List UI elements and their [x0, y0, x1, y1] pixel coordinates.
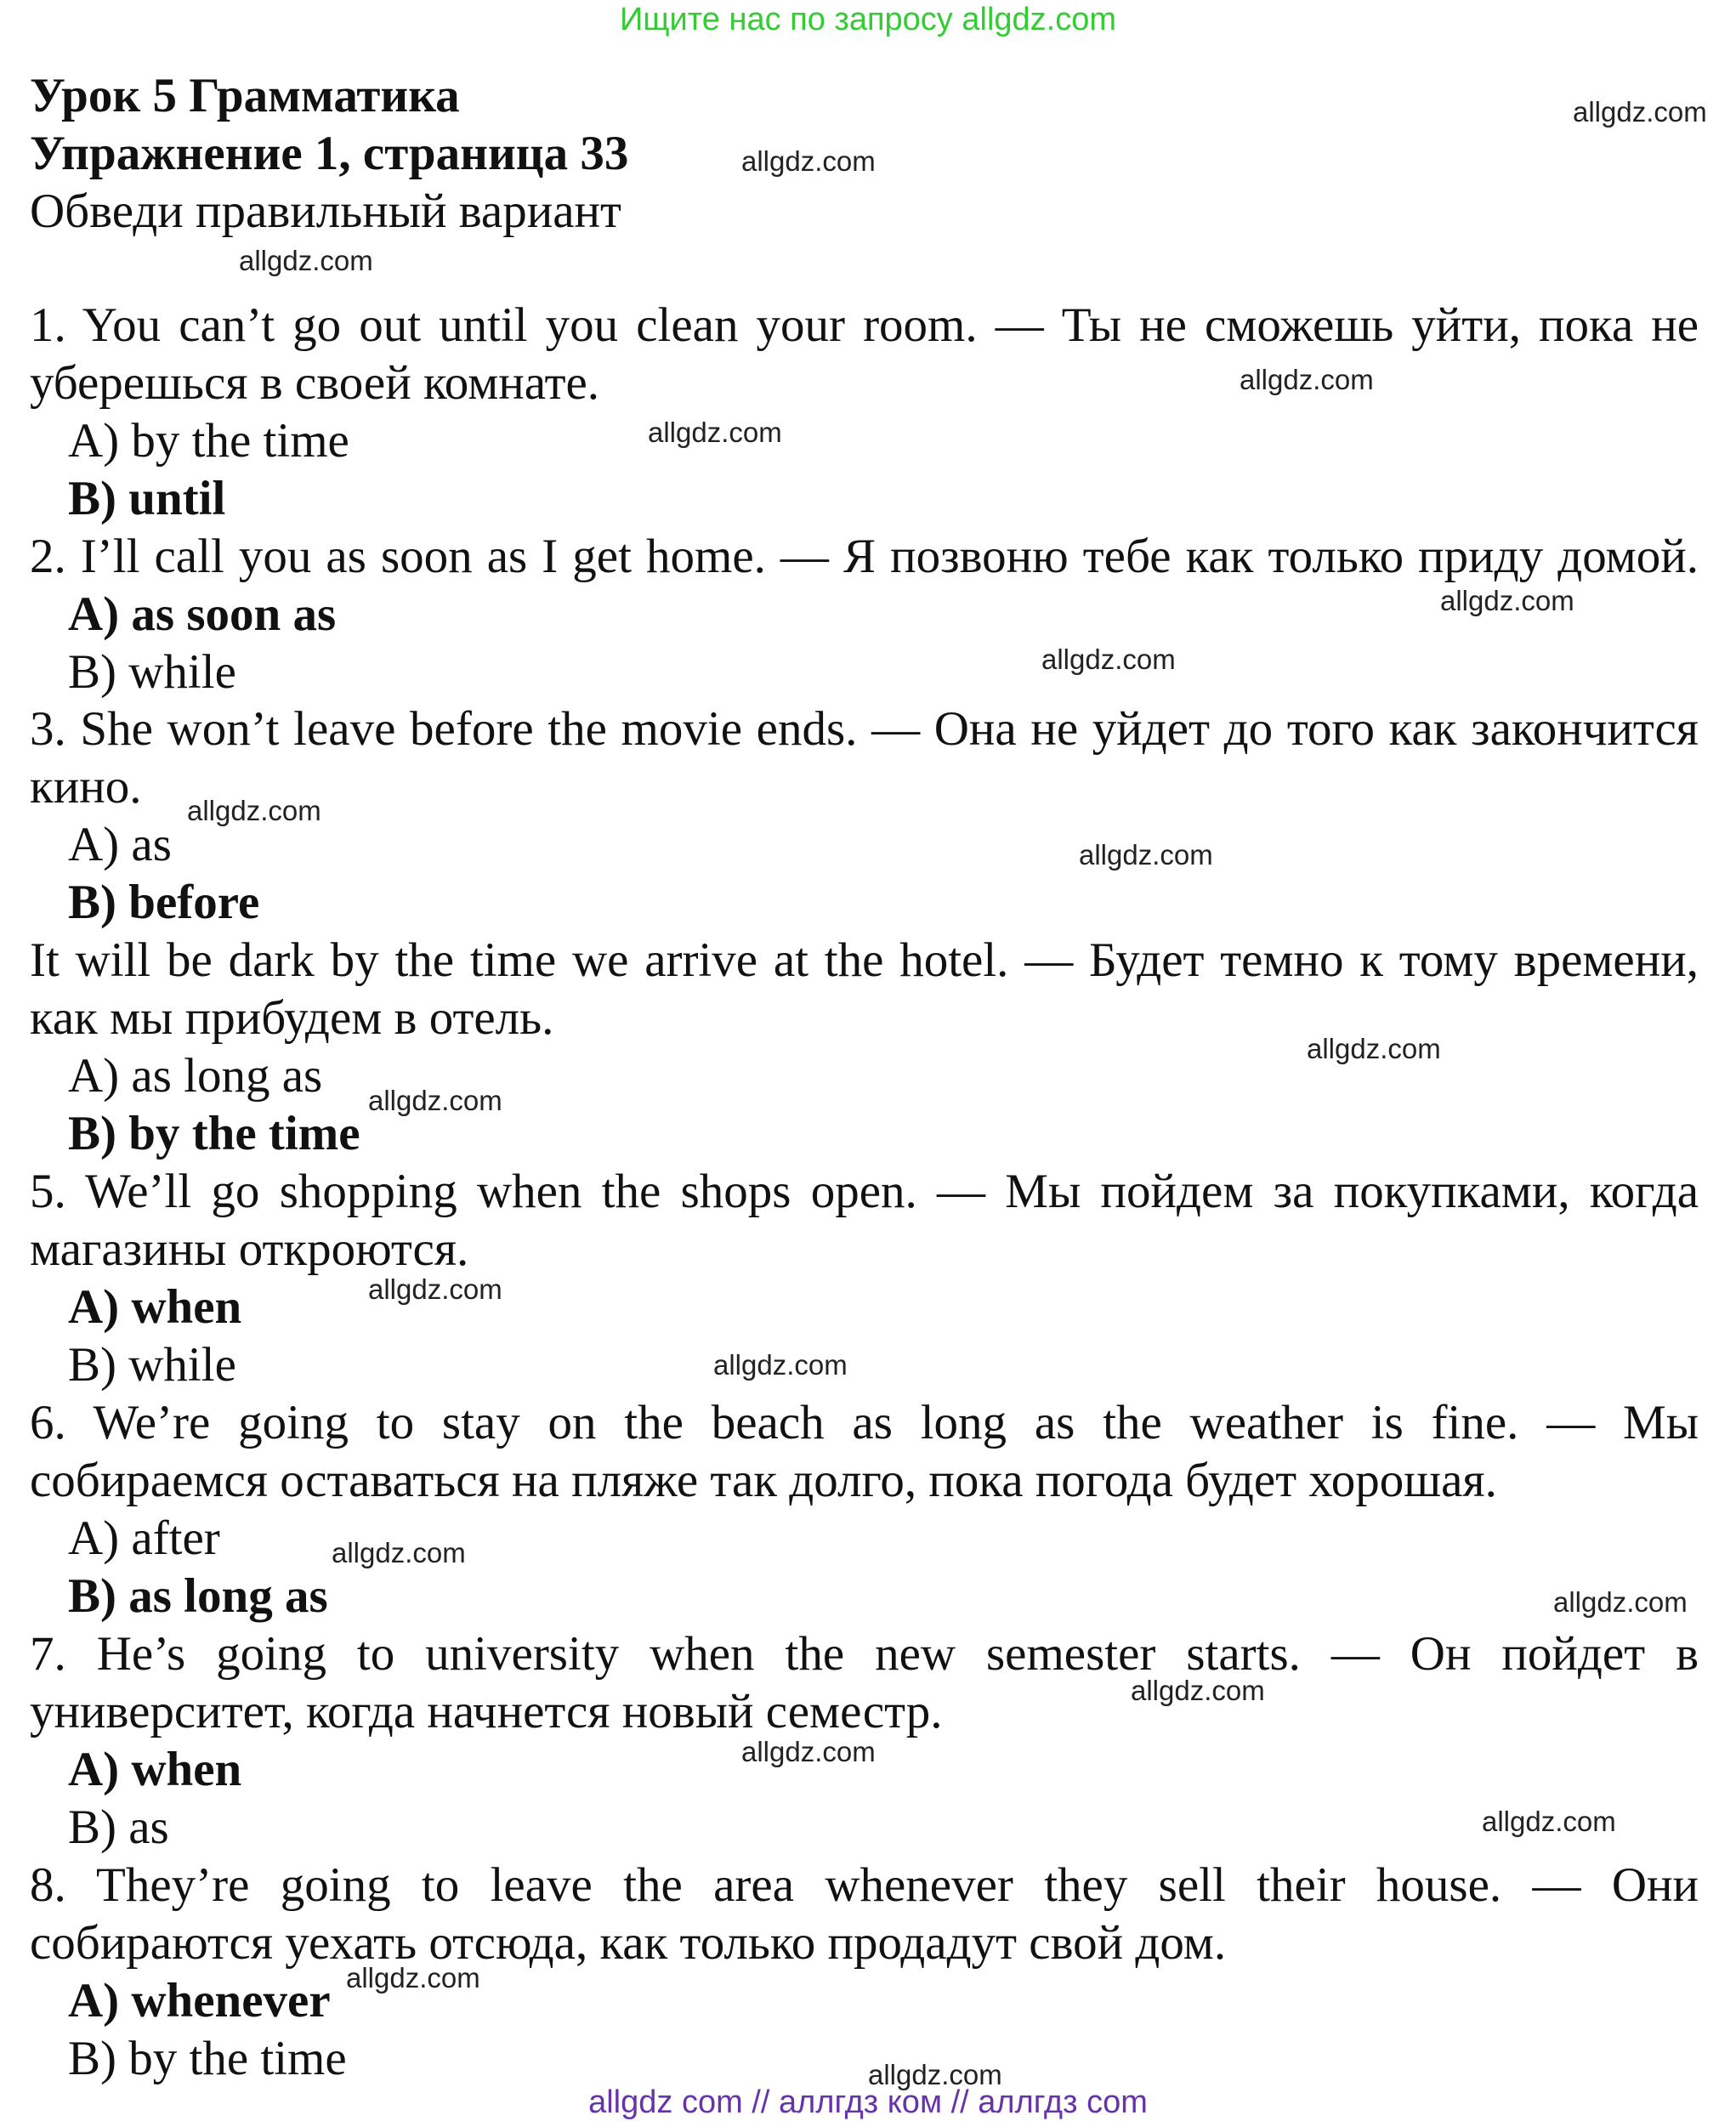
item-5-option-a: A) when: [68, 1280, 242, 1334]
watermark: allgdz.com: [1240, 364, 1374, 395]
item-8-line-1: 8. They’re going to leave the area whenever they sell their house. — Они: [30, 1858, 1699, 1912]
item-6-option-a: A) after: [68, 1511, 220, 1565]
item-4-line-1: It will be dark by the time we arrive at the hotel. — Будет темно к тому времени,: [30, 933, 1699, 987]
watermark: allgdz.com: [187, 795, 321, 826]
item-3-line-2: кино.: [30, 760, 142, 814]
item-7-line-1: 7. He’s going to university when the new semester starts. — Он пойдет в: [30, 1627, 1699, 1681]
watermark: allgdz.com: [1440, 585, 1574, 616]
watermark: allgdz.com: [1482, 1806, 1616, 1837]
item-7-line-2: университет, когда начнется новый семестр.: [30, 1685, 943, 1738]
watermark: allgdz.com: [741, 145, 876, 177]
item-6-option-b: B) as long as: [68, 1569, 328, 1623]
item-4-option-b: B) by the time: [68, 1107, 360, 1160]
item-2-line-1: 2. I’ll call you as soon as I get home. — Я позвоню тебе как только приду домой.: [30, 530, 1699, 583]
watermark: allgdz.com: [239, 245, 373, 276]
instruction: Обведи правильный вариант: [30, 184, 621, 238]
watermark: allgdz.com: [1307, 1033, 1441, 1064]
item-2-option-a: A) as soon as: [68, 587, 337, 641]
item-8-line-2: собираются уехать отсюда, как только продадут свой дом.: [30, 1916, 1227, 1970]
watermark: allgdz.com: [1573, 96, 1707, 128]
watermark: allgdz.com: [346, 1962, 480, 1993]
lesson-title: Урок 5 Грамматика: [30, 69, 460, 122]
item-2-option-b: B) while: [68, 645, 236, 699]
item-4-line-2: как мы прибудем в отель.: [30, 991, 554, 1045]
item-1-line-2: уберешься в своей комнате.: [30, 356, 600, 410]
item-3-option-b: B) before: [68, 876, 260, 929]
watermark: allgdz.com: [368, 1273, 502, 1305]
item-8-option-a: A) whenever: [68, 1974, 331, 2027]
item-7-option-b: B) as: [68, 1801, 169, 1854]
item-1-line-1: 1. You can’t go out until you clean your room. — Ты не сможешь уйти, пока не: [30, 298, 1699, 352]
item-3-option-a: A) as: [68, 818, 172, 871]
item-3-line-1: 3. She won’t leave before the movie ends. — Она не уйдет до того как закончится: [30, 702, 1699, 756]
item-5-line-2: магазины откроются.: [30, 1222, 469, 1276]
watermark: allgdz.com: [648, 417, 782, 448]
watermark: allgdz.com: [1079, 839, 1213, 871]
item-1-option-b: B) until: [68, 472, 226, 525]
watermark: allgdz.com: [1553, 1586, 1688, 1618]
watermark: allgdz.com: [332, 1537, 466, 1568]
footer-links: allgdz com // аллгдз ком // аллгдз com: [588, 2084, 1148, 2120]
exercise-title: Упражнение 1, страница 33: [30, 127, 629, 180]
item-6-line-2: собираемся оставаться на пляже так долго, пока погода будет хорошая.: [30, 1454, 1497, 1507]
item-1-option-a: A) by the time: [68, 414, 349, 468]
item-6-line-1: 6. We’re going to stay on the beach as long as the weather is fine. — Мы: [30, 1396, 1699, 1449]
watermark: allgdz.com: [868, 2059, 1002, 2090]
top-banner: Ищите нас по запросу allgdz.com: [619, 2, 1116, 37]
item-5-line-1: 5. We’ll go shopping when the shops open. — Мы пойдем за покупками, когда: [30, 1165, 1699, 1218]
item-4-option-a: A) as long as: [68, 1049, 323, 1103]
watermark: allgdz.com: [713, 1349, 848, 1381]
watermark: allgdz.com: [741, 1736, 876, 1767]
item-5-option-b: B) while: [68, 1338, 236, 1392]
item-8-option-b: B) by the time: [68, 2032, 347, 2085]
item-7-option-a: A) when: [68, 1743, 242, 1796]
watermark: allgdz.com: [1041, 644, 1176, 675]
watermark: allgdz.com: [368, 1085, 502, 1116]
watermark: allgdz.com: [1131, 1675, 1265, 1706]
